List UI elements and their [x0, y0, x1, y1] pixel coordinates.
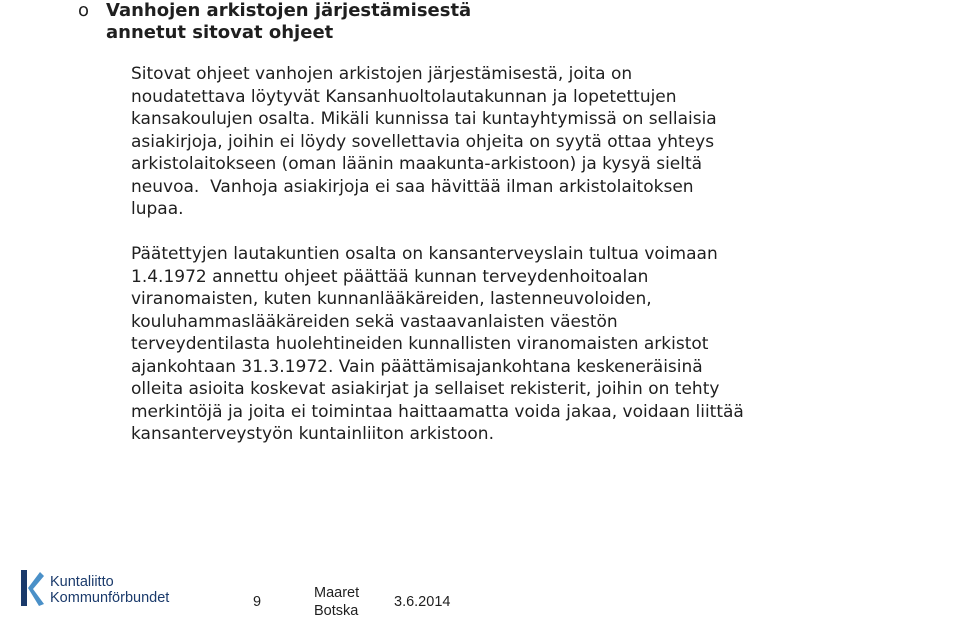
- kuntaliitto-logo: [18, 568, 178, 612]
- paragraph-2-line: 1.4.1972 annettu ohjeet päättää kunnan terveydenhoitoalan: [131, 266, 649, 287]
- paragraph-2-line: Päätettyjen lautakuntien osalta on kansanterveyslain tultua voimaan: [131, 244, 718, 264]
- paragraph-2: [131, 243, 951, 446]
- logo-text-line-1: Kuntaliitto: [50, 574, 114, 590]
- paragraph-1-line: lupaa.: [131, 199, 184, 219]
- heading-line-2: annetut sitovat ohjeet: [106, 22, 334, 43]
- paragraph-1: [131, 63, 951, 221]
- paragraph-1-line: noudatettava löytyvät Kansanhuoltolautakunnan ja lopetettujen: [131, 86, 677, 107]
- kuntaliitto-logo-mark-icon: [18, 568, 44, 608]
- paragraph-1-line: kansakoulujen osalta. Mikäli kunnissa tai kuntayhtymissä on sellaisia: [131, 109, 717, 129]
- heading-text-1: Vanhojen arkistojen järjestämisestä: [106, 0, 472, 21]
- paragraph-1-line: arkistolaitokseen (oman läänin maakunta-arkistoon) ja kysyä sieltä: [131, 154, 703, 174]
- footer-date: 3.6.2014: [394, 594, 451, 610]
- slide-footer: [0, 560, 959, 630]
- logo-text: [50, 574, 169, 606]
- logo-text-line-2: Kommunförbundet: [50, 590, 170, 606]
- paragraph-1-line: asiakirjoja, joihin ei löydy sovellettavia ohjeita on syytä ottaa yhteys: [131, 131, 715, 152]
- paragraph-1-line: Sitovat ohjeet vanhojen arkistojen järjestämisestä, joita on: [131, 64, 633, 84]
- paragraph-2-line: terveydentilasta huolehtineiden kunnallisten viranomaisten arkistot: [131, 334, 709, 354]
- paragraph-2-line: kansanterveystyön kuntainliiton arkistoon.: [131, 424, 494, 444]
- paragraph-1-line: neuvoa. Vanhoja asiakirjoja ei saa hävittää ilman arkistolaitoksen: [131, 176, 694, 197]
- bullet-marker: o: [78, 0, 90, 21]
- section-heading: [78, 0, 471, 44]
- author-line-1: Maaret: [314, 585, 360, 601]
- paragraph-2-line: kouluhammaslääkäreiden sekä vastaavanlaisten väestön: [131, 311, 618, 332]
- paragraph-2-line: viranomaisten, kuten kunnanlääkäreiden, lastenneuvoloiden,: [131, 289, 652, 309]
- heading-line-1: [78, 0, 471, 22]
- author-name: [314, 584, 359, 620]
- author-line-2: Botska: [314, 603, 359, 619]
- paragraph-2-line: ajankohtaan 31.3.1972. Vain päättämisajankohtana keskeneräisinä: [131, 356, 703, 377]
- page-number: 9: [253, 594, 262, 610]
- paragraph-2-line: olleita asioita koskevat asiakirjat ja sellaiset rekisterit, joihin on tehty: [131, 379, 720, 399]
- paragraph-2-line: merkintöjä ja joita ei toimintaa haittaamatta voida jakaa, voidaan liittää: [131, 401, 744, 422]
